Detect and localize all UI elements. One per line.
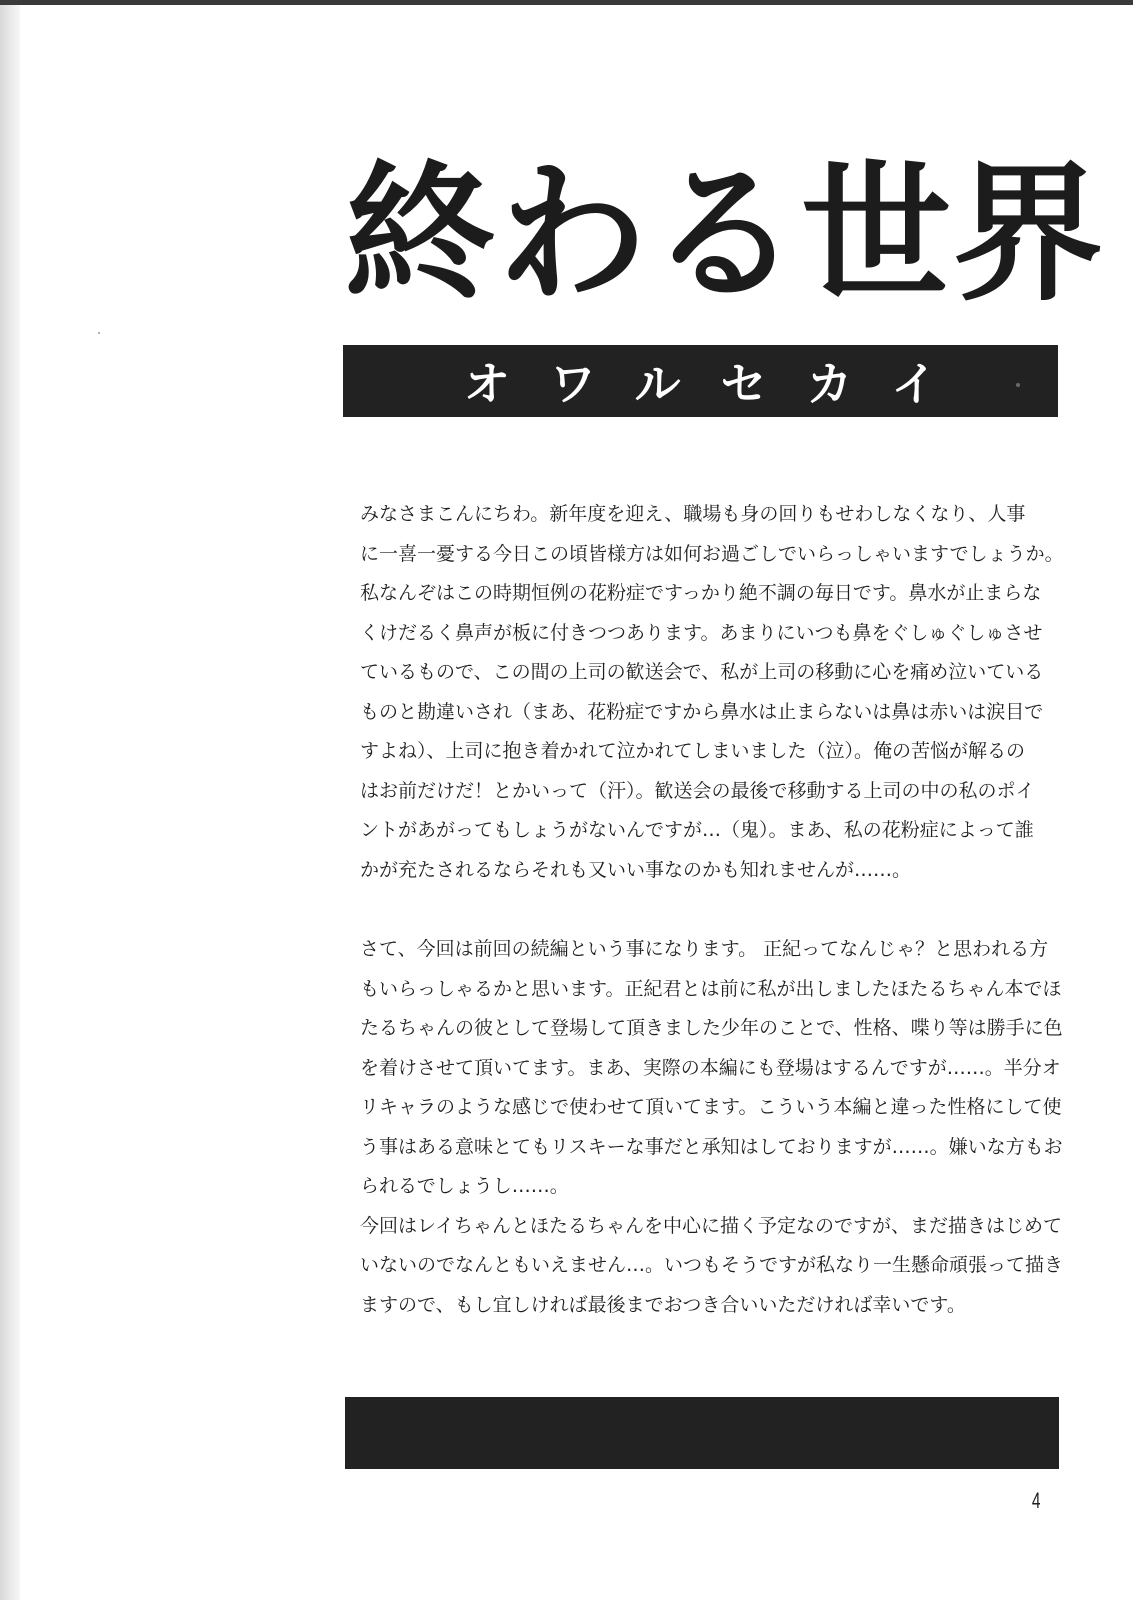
text-line: を着けさせて頂いてます。まあ、実際の本編にも登場はするんですが……。半分オ [360, 1056, 1061, 1079]
text-line: 私なんぞはこの時期恒例の花粉症ですっかり絶不調の毎日です。鼻水が止まらな [360, 582, 1042, 604]
text-line: リキャラのような感じで使わせて頂いてます。こういう本編と違った性格にして使 [360, 1096, 1062, 1118]
text-line: ているもので、この間の上司の歓送会で、私が上司の移動に心を痛め泣いている [360, 661, 1044, 683]
scan-speck [98, 332, 100, 334]
text-line: に一喜一憂する今日この頃皆様方は如何お過ごしでいらっしゃいますでしょうか。 [360, 542, 1064, 565]
text-line: みなさまこんにちわ。新年度を迎え、職場も身の回りもせわしなくなり、人事 [360, 503, 1026, 525]
text-line: すよね）、上司に抱き着かれて泣かれてしまいました（泣）。俺の苦悩が解るの [360, 740, 1026, 762]
scan-left-edge [0, 5, 20, 1600]
body-text [360, 495, 1080, 1325]
text-line: くけだるく鼻声が板に付きつつあります。あまりにいつも鼻をぐしゅぐしゅさせ [360, 621, 1043, 644]
text-line: さて、今回は前回の続編という事になります。 正紀ってなんじゃ？と思われる方 [360, 938, 1049, 960]
text-line: ものと勘違いされ（まあ、花粉症ですから鼻水は止まらないは鼻は赤いは涙目で [360, 700, 1044, 723]
text-line: 今回はレイちゃんとほたるちゃんを中心に描く予定なのですが、まだ描きはじめて [360, 1214, 1063, 1237]
subtitle-text: オワルセカイ [463, 357, 978, 411]
paragraph-1 [360, 495, 1080, 890]
paragraph-gap [360, 890, 1080, 930]
page [20, 5, 1133, 1600]
paragraph-2 [360, 930, 1080, 1325]
footer-banner [345, 1397, 1059, 1469]
page-number: 4 [1031, 1488, 1041, 1513]
text-line: もいらっしゃるかと思います。正紀君とは前に私が出しましたほたるちゃん本でほ [360, 977, 1062, 1000]
text-line: たるちゃんの彼として登場して頂きました少年のことで、性格、喋り等は勝手に色 [360, 1017, 1063, 1039]
text-line: う事はある意味とてもリスキーな事だと承知はしておりますが……。嫌いな方もお [360, 1135, 1063, 1158]
text-line: ますので、もし宜しければ最後までおつき合いいただければ幸いです。 [360, 1293, 966, 1316]
subtitle-banner [343, 345, 1058, 417]
text-line: はお前だけだ！とかいって（汗）。歓送会の最後で移動する上司の中の私のポイ [360, 779, 1035, 802]
page-title: 終わる世界 [345, 148, 1106, 322]
text-line: られるでしょうし……。 [360, 1175, 569, 1197]
banner-dot [1016, 383, 1020, 387]
text-line: いないのでなんともいえません…。いつもそうですが私なり一生懸命頑張って描き [360, 1254, 1064, 1276]
text-line: かが充たされるならそれも又いい事なのかも知れませんが……。 [360, 858, 912, 881]
text-line: ントがあがってもしょうがないんですが…（鬼）。まあ、私の花粉症によって誰 [360, 819, 1034, 841]
